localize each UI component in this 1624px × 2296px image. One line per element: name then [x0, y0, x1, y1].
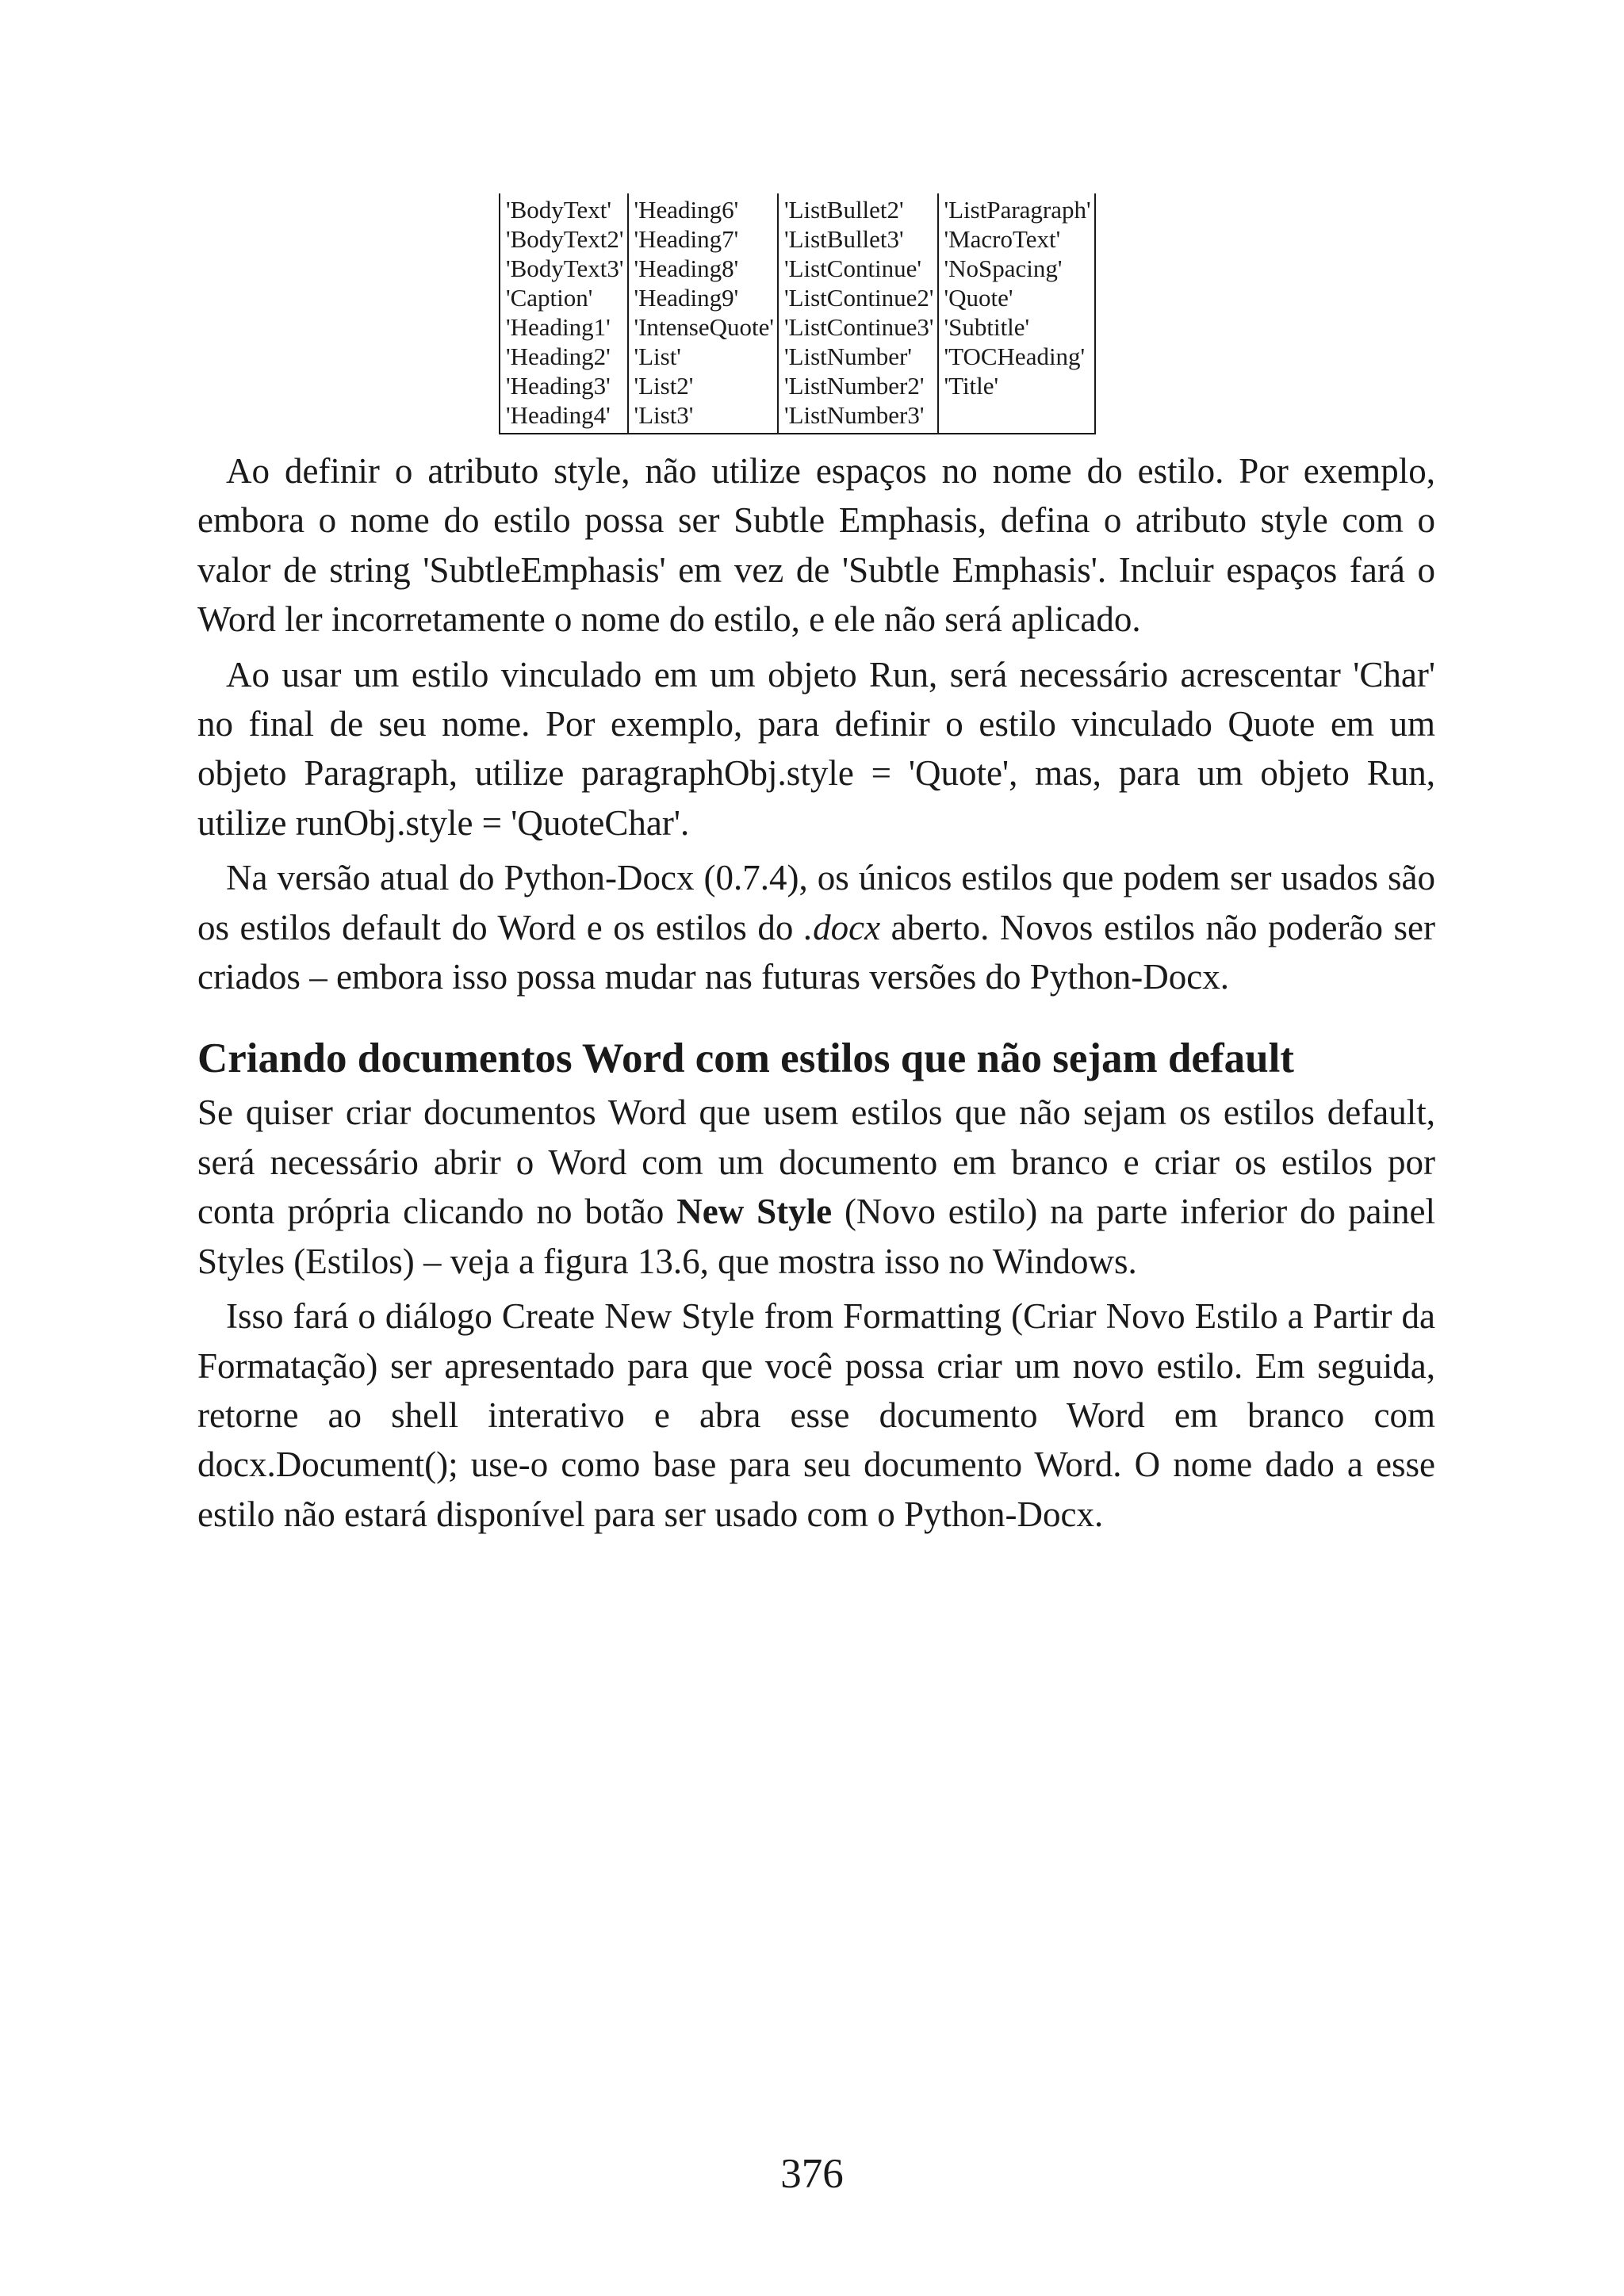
- table-row: [500, 254, 1095, 283]
- table-cell: 'ListBullet3': [778, 224, 938, 254]
- table-cell: 'Heading3': [500, 371, 628, 400]
- paragraph-new-style: [197, 1088, 1435, 1286]
- table-cell: 'NoSpacing': [938, 254, 1095, 283]
- table-row: [500, 371, 1095, 400]
- table-row: [500, 400, 1095, 434]
- table-cell: 'Heading7': [628, 224, 778, 254]
- page-content: [197, 446, 1435, 1539]
- table-cell: 'ListContinue': [778, 254, 938, 283]
- table-cell: 'BodyText': [500, 193, 628, 224]
- table-cell: [938, 400, 1095, 434]
- table-row: [500, 312, 1095, 342]
- table-cell: 'IntenseQuote': [628, 312, 778, 342]
- table-cell: 'Heading1': [500, 312, 628, 342]
- paragraph-text: Na versão atual do Python-Docx (0.7.4), os únicos estilos que podem ser usados são os estilos default do Word e os estilos do: [197, 858, 1435, 947]
- section-heading: Criando documentos Word com estilos que não sejam default: [197, 1035, 1294, 1082]
- styles-table: [499, 193, 1096, 434]
- paragraph-text: Se quiser criar documentos Word que usem estilos que não sejam os estilos default, será necessário abrir o Word com um documento em branco e criar os estilos por conta própria clicando no botão: [197, 1093, 1435, 1232]
- table-cell: 'ListParagraph': [938, 193, 1095, 224]
- paragraph-text: (Novo estilo) na parte inferior do painel Styles (Estilos) – veja a figura 13.6, que mostra isso no Windows.: [197, 1192, 1435, 1281]
- table-cell: 'Subtitle': [938, 312, 1095, 342]
- table-row: [500, 224, 1095, 254]
- page-number: 376: [780, 2151, 844, 2197]
- table-cell: 'Heading9': [628, 283, 778, 312]
- table-cell: 'Heading4': [500, 400, 628, 434]
- table-cell: 'BodyText2': [500, 224, 628, 254]
- table-cell: 'ListBullet2': [778, 193, 938, 224]
- table-row: [500, 193, 1095, 224]
- table-row: [500, 283, 1095, 312]
- table-cell: 'Heading2': [500, 342, 628, 371]
- paragraph-style-spaces: Ao definir o atributo style, não utilize espaços no nome do estilo. Por exemplo, embora o nome do estilo possa ser Subtle Emphasis, defina o atributo style com o valor de string 'SubtleEmphasis' em vez de 'Subtle Emphasis'. Incluir espaços fará o Word ler incorretamente o nome do estilo, e ele não será aplicado.: [197, 451, 1435, 640]
- table-cell: 'Caption': [500, 283, 628, 312]
- paragraph-create-style-dialog: Isso fará o diálogo Create New Style from Formatting (Criar Novo Estilo a Partir da Formatação) ser apresentado para que você possa criar um novo estilo. Em seguida, retorne ao shell interativo e abra esse documento Word em branco com docx.Document(); use-o como base para seu documento Word. O nome dado a esse estilo não estará disponível para ser usado com o Python-Docx.: [197, 1296, 1435, 1534]
- new-style-emphasis: New Style: [676, 1192, 833, 1232]
- table-cell: 'Heading8': [628, 254, 778, 283]
- table-cell: 'List': [628, 342, 778, 371]
- table-cell: 'TOCHeading': [938, 342, 1095, 371]
- table-cell: 'ListNumber': [778, 342, 938, 371]
- table-cell: 'Title': [938, 371, 1095, 400]
- styles-table-body: [500, 193, 1095, 434]
- table-cell: 'ListNumber3': [778, 400, 938, 434]
- paragraph-linked-style: Ao usar um estilo vinculado em um objeto Run, será necessário acrescentar 'Char' no final de seu nome. Por exemplo, para definir o estilo vinculado Quote em um objeto Paragraph, utilize paragraphObj.style = 'Quote', mas, para um objeto Run, utilize runObj.style = 'QuoteChar'.: [197, 654, 1435, 843]
- table-cell: 'ListContinue2': [778, 283, 938, 312]
- paragraph-text: aberto. Novos estilos não poderão ser criados – embora isso possa mudar nas futuras versões do Python-Docx.: [197, 907, 1435, 997]
- table-cell: 'ListContinue3': [778, 312, 938, 342]
- paragraph-python-docx-version: [197, 853, 1435, 1001]
- docx-extension-emphasis: .docx: [803, 907, 881, 947]
- table-cell: 'List3': [628, 400, 778, 434]
- table-cell: 'Quote': [938, 283, 1095, 312]
- table-cell: 'BodyText3': [500, 254, 628, 283]
- table-cell: 'ListNumber2': [778, 371, 938, 400]
- table-cell: 'MacroText': [938, 224, 1095, 254]
- table-row: [500, 342, 1095, 371]
- table-cell: 'Heading6': [628, 193, 778, 224]
- table-cell: 'List2': [628, 371, 778, 400]
